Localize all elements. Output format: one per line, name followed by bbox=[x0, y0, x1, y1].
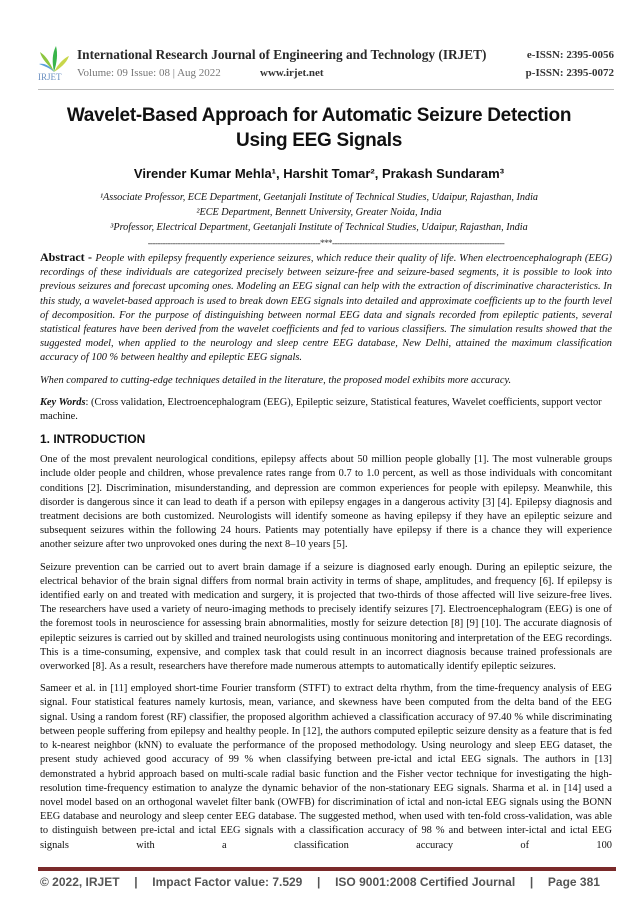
paragraph-1: One of the most prevalent neurological conditions, epilepsy affects about 50 million people globally [1]. The most vulnerable groups include older people and children, whose prevalence rates range from 0.7 to 1.0 percent, as well as those individuals with concomitant conditions [2]. Discrimination, misunderstanding, and depression are common experiences for people with epilepsy. Meanwhile, this disorder is dangerous since it can lead to death if a person with epilepsy engages in a dangerous activity [3] [4]. Epilepsy diagnosis and treatment decisions are both customized. Neurologists will identify someone as having epilepsy if they have an epileptic seizure and subsequent seizures within the following 24 hours. Patients may potentially have epilepsy if there is a chance they will experience another seizure after two unprovoked ones during the next 8–10 years [5]. bbox=[40, 454, 612, 551]
iso-certification: ISO 9001:2008 Certified Journal bbox=[335, 875, 516, 889]
page-number: Page 381 bbox=[547, 875, 600, 889]
abstract-label: Abstract - bbox=[40, 250, 96, 264]
affiliation-1: ¹Associate Professor, ECE Department, Geetanjali Institute of Technical Studies, Udaipur, Rajasthan, India bbox=[99, 192, 539, 203]
keywords bbox=[40, 396, 612, 424]
pissn: p-ISSN: 2395-0072 bbox=[525, 67, 614, 79]
footer-separator: | bbox=[317, 875, 321, 889]
journal-header bbox=[38, 44, 614, 86]
keywords-label: Key Words bbox=[40, 396, 86, 408]
affiliations bbox=[30, 190, 608, 235]
abstract bbox=[40, 251, 612, 366]
footer-divider bbox=[38, 867, 616, 871]
main-content bbox=[40, 251, 612, 853]
impact-factor: Impact Factor value: 7.529 bbox=[152, 875, 303, 889]
paragraph-2: Seizure prevention can be carried out to avert brain damage if a seizure is diagnosed early enough. During an epileptic seizure, the electrical behavior of the brain signal differs from normal brain activity in terms of shape, amplitudes, and frequency [6]. If epilepsy is identified early on and treated with medication and surgery, it is projected that two-thirds of those affected will live seizure-free lives. The researchers have used a variety of neuro-imaging methods to precisely identify seizures [7]. Electroencephalogram (EEG) is one of the foremost tools in neuroscience for assessing brain abnormalities, mostly for seizure detection [8] [9] [10]. The accurate diagnosis of epileptic seizures is carried out by skilled and trained neurologists using continuous monitoring and interpretation of the EEG recordings. This is a time-consuming, expensive, and complex task that could result in an incorrect diagnosis because trained professionals are overworked [8]. As a result, researchers have therefore made numerous attempts to automatically identify epileptic seizures. bbox=[40, 561, 612, 673]
footer-separator: | bbox=[529, 875, 534, 889]
logo-text: IRJET bbox=[38, 72, 62, 82]
authors: Virender Kumar Mehla¹, Harshit Tomar², Prakash Sundaram³ bbox=[133, 166, 505, 181]
website-link[interactable]: www.irjet.net bbox=[260, 67, 324, 79]
abstract-text: People with epilepsy frequently experience seizures, which reduce their quality of life. When electroencephalograph (EEG) recordings of these individuals are categorized precisely between seizure-free and seizure-based segments, it is possible to look into previous seizures and forecast upcoming ones. Modeling an EEG signal can help with the extraction of discriminative characteristics. In this study, a wavelet-based approach is used to break down EEG signals into detailed and approximate coefficients up to the fourth level of decomposition. For the purpose of distinguishing between normal EEG data and signals recorded from epileptic patients, several statistical features have been derived from the wavelet coefficients and fed to various classifiers. The simulation results showed that the suggested model, when applied to the neurology and sleep centre EEG database, New Delhi, attained the maximum classification accuracy of 100 % between healthy and epileptic EEG signals. bbox=[40, 253, 613, 364]
journal-name: International Research Journal of Engineering and Technology (IRJET) bbox=[77, 47, 487, 62]
keywords-text: : (Cross validation, Electroencephalogram (EEG), Epileptic seizure, Statistical features, Wavelet coefficients, support vector machine. bbox=[40, 396, 602, 423]
separator: ---------------------------------------------------------------------***--------------------------------------------------------------------- bbox=[147, 238, 505, 248]
page-footer bbox=[40, 875, 600, 890]
paragraph-3: Sameer et al. in [11] employed short-time Fourier transform (STFT) to extract delta rhythm, from the time-frequency analysis of EEG signal. Four statistical features namely kurtosis, mean, variance, and skewness have been computed from the delta band of the EEG signal. Using a random forest (RF) classifier, the proposed algorithm achieved a classification accuracy of 97.40 % while discriminating between people suffering from epilepsy and healthy people. In [12], the authors computed epileptic seizure density as a feature that is fed to k-nearest neighbor (kNN) to evaluate the performance of the proposed methodology. Using neurology and sleep EEG dataset, the present study achieved good accuracy of 99 % when classifying between pre-ictal and ictal EEG signals. The authors in [13] demonstrated a hybrid approach based on multi-scale radial basic function and the Fisher vector technique for investigating the high-resolution time-frequency estimation to analyze the dynamic behavior of the non-stationary EEG signals. Sharma et al. in [14] used a novel model based on an orthogonal wavelet filter bank (OWFB) for discrimination of ictal and non-ictal EEG signals using the BONN EEG database and neurology and sleep center EEG database. The suggested method, when used with ten-fold cross-validation, was able to distinguish between pre-ictal and ictal EEG signals with a classification accuracy of 98 % and between inter-ictal and ictal EEG signals with a classification accuracy of 100 bbox=[40, 683, 612, 851]
eissn: e-ISSN: 2395-0056 bbox=[526, 49, 614, 61]
affiliation-2: ²ECE Department, Bennett University, Greater Noida, India bbox=[196, 207, 442, 218]
footer-separator: | bbox=[134, 875, 138, 889]
paper-title: Wavelet-Based Approach for Automatic Seizure Detection Using EEG Signals bbox=[66, 105, 572, 151]
copyright: © 2022, IRJET bbox=[40, 875, 120, 889]
header-divider bbox=[38, 89, 614, 90]
volume-info: Volume: 09 Issue: 08 | Aug 2022 bbox=[77, 67, 221, 79]
section-heading: 1. INTRODUCTION bbox=[40, 432, 146, 447]
abstract-conclusion: When compared to cutting-edge techniques detailed in the literature, the proposed model exhibits more accuracy. bbox=[40, 374, 512, 386]
affiliation-3: ³Professor, Electrical Department, Geetanjali Institute of Technical Studies, Udaipur, Rajasthan, India bbox=[110, 222, 528, 233]
